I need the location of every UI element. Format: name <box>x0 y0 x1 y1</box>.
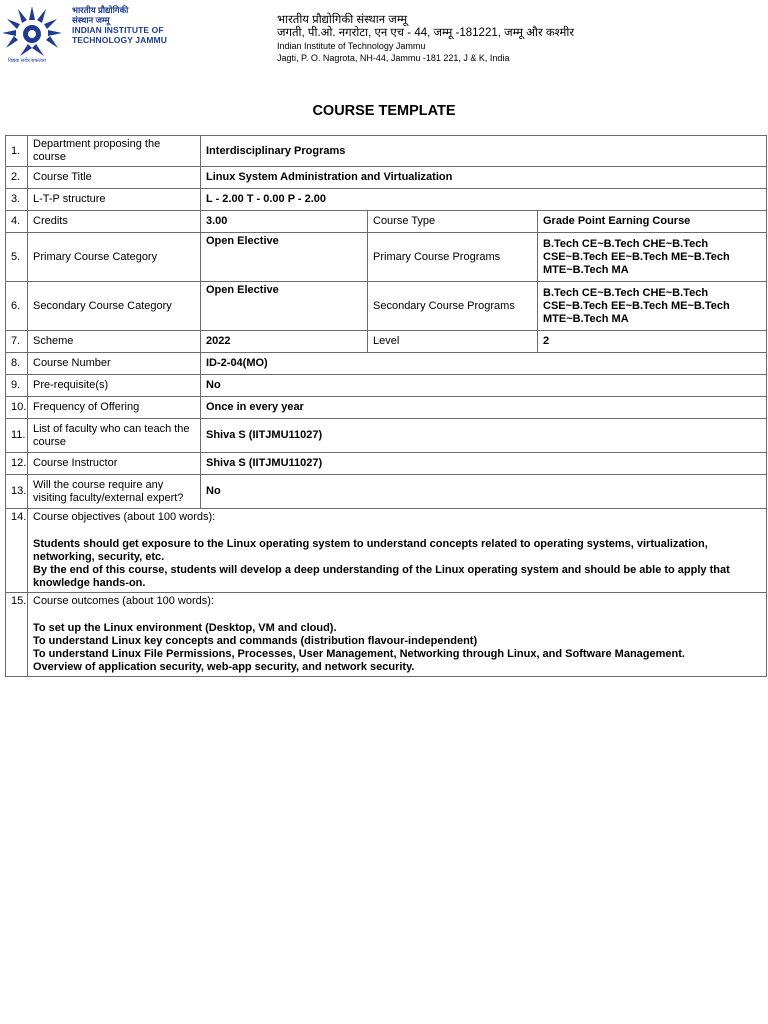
field-label: Frequency of Offering <box>28 397 201 419</box>
address-en-2: Jagti, P. O. Nagrota, NH-44, Jammu -181 221, J & K, India <box>277 53 510 63</box>
row-number: 5. <box>6 233 28 282</box>
field-label: L-T-P structure <box>28 189 201 211</box>
address-en-1: Indian Institute of Technology Jammu <box>277 41 426 51</box>
row-number: 13. <box>6 475 28 509</box>
field-label: Course Number <box>28 353 201 375</box>
field-label: Department proposing the course <box>28 136 201 167</box>
course-outcomes-cell <box>28 593 767 677</box>
field-label-secondary: Primary Course Programs <box>368 233 538 282</box>
field-label: Credits <box>28 211 201 233</box>
row-number: 9. <box>6 375 28 397</box>
field-value: No <box>201 375 767 397</box>
logo-tagline: विद्यया सर्वत्र सफलता <box>8 58 46 64</box>
row-number: 14. <box>6 509 28 593</box>
field-label: Course Instructor <box>28 453 201 475</box>
field-value: Open Elective <box>201 282 368 331</box>
table-row <box>6 475 767 509</box>
table-row <box>6 419 767 453</box>
course-template-table <box>5 135 767 677</box>
course-objectives-text: Students should get exposure to the Linux operating system to understand concepts related to operating systems, virtualization, networking, security, etc. By the end of this course, students will develop a deep understanding of the Linux operating system and should be able to apply that knowledge hands-on. <box>33 538 730 589</box>
table-row <box>6 167 767 189</box>
logo-en-line2: TECHNOLOGY JAMMU <box>72 35 167 45</box>
field-value: 3.00 <box>201 211 368 233</box>
document-header <box>0 0 768 80</box>
logo-hindi-line1: भारतीय प्रौद्योगिकी <box>72 5 129 15</box>
field-value-secondary: 2 <box>538 331 767 353</box>
row-number: 15. <box>6 593 28 677</box>
course-outcomes-text: To set up the Linux environment (Desktop, VM and cloud). To understand Linux key concepts and commands (distribution flavour-independent) To understand Linux File Permissions, Processes, User Management, Networking through Linux, and Software Management. Overview of application security, web-app security, and network security. <box>33 622 685 673</box>
field-value: Shiva S (IITJMU11027) <box>201 419 767 453</box>
field-value-secondary: Grade Point Earning Course <box>538 211 767 233</box>
row-number: 4. <box>6 211 28 233</box>
table-row <box>6 453 767 475</box>
field-label: Secondary Course Category <box>28 282 201 331</box>
field-label: Course objectives (about 100 words): <box>33 511 216 523</box>
field-label-secondary: Course Type <box>368 211 538 233</box>
table-row <box>6 233 767 282</box>
table-row <box>6 331 767 353</box>
table-row <box>6 282 767 331</box>
row-number: 1. <box>6 136 28 167</box>
table-row <box>6 509 767 593</box>
table-row <box>6 353 767 375</box>
field-label-secondary: Level <box>368 331 538 353</box>
row-number: 8. <box>6 353 28 375</box>
table-row <box>6 136 767 167</box>
row-number: 12. <box>6 453 28 475</box>
address-hindi-2: जगती, पी.ओ. नगरोटा, एन एच - 44, जम्मू -181221, जम्मू और कश्मीर <box>277 27 575 39</box>
field-value: 2022 <box>201 331 368 353</box>
table-row <box>6 397 767 419</box>
course-objectives-cell <box>28 509 767 593</box>
field-value: Interdisciplinary Programs <box>201 136 767 167</box>
field-value: Shiva S (IITJMU11027) <box>201 453 767 475</box>
table-row <box>6 375 767 397</box>
field-label: Course outcomes (about 100 words): <box>33 595 214 607</box>
field-value: No <box>201 475 767 509</box>
logo-hindi-line2: संस्थान जम्मू <box>72 15 110 25</box>
address-hindi-1: भारतीय प्रौद्योगिकी संस्थान जम्मू <box>277 14 408 26</box>
field-label: List of faculty who can teach the course <box>28 419 201 453</box>
table-row <box>6 593 767 677</box>
field-label: Pre-requisite(s) <box>28 375 201 397</box>
row-number: 6. <box>6 282 28 331</box>
table-row <box>6 189 767 211</box>
field-label-secondary: Secondary Course Programs <box>368 282 538 331</box>
iit-jammu-logo-icon <box>2 4 66 60</box>
field-label: Scheme <box>28 331 201 353</box>
logo-en-line1: INDIAN INSTITUTE OF <box>72 25 164 35</box>
field-value: Open Elective <box>201 233 368 282</box>
row-number: 10. <box>6 397 28 419</box>
field-value: ID-2-04(MO) <box>201 353 767 375</box>
field-value: L - 2.00 T - 0.00 P - 2.00 <box>201 189 767 211</box>
institute-address <box>277 14 574 64</box>
field-value: Once in every year <box>201 397 767 419</box>
row-number: 7. <box>6 331 28 353</box>
row-number: 2. <box>6 167 28 189</box>
row-number: 3. <box>6 189 28 211</box>
field-label: Primary Course Category <box>28 233 201 282</box>
field-value-secondary: B.Tech CE~B.Tech CHE~B.Tech CSE~B.Tech EE~B.Tech ME~B.Tech MTE~B.Tech MA <box>538 233 767 282</box>
field-value-secondary: B.Tech CE~B.Tech CHE~B.Tech CSE~B.Tech EE~B.Tech ME~B.Tech MTE~B.Tech MA <box>538 282 767 331</box>
field-value: Linux System Administration and Virtualization <box>201 167 767 189</box>
logo-wordmark <box>72 5 167 45</box>
field-label: Will the course require any visiting faculty/external expert? <box>28 475 201 509</box>
page-title: COURSE TEMPLATE <box>312 103 456 119</box>
table-row <box>6 211 767 233</box>
row-number: 11. <box>6 419 28 453</box>
field-label: Course Title <box>28 167 201 189</box>
